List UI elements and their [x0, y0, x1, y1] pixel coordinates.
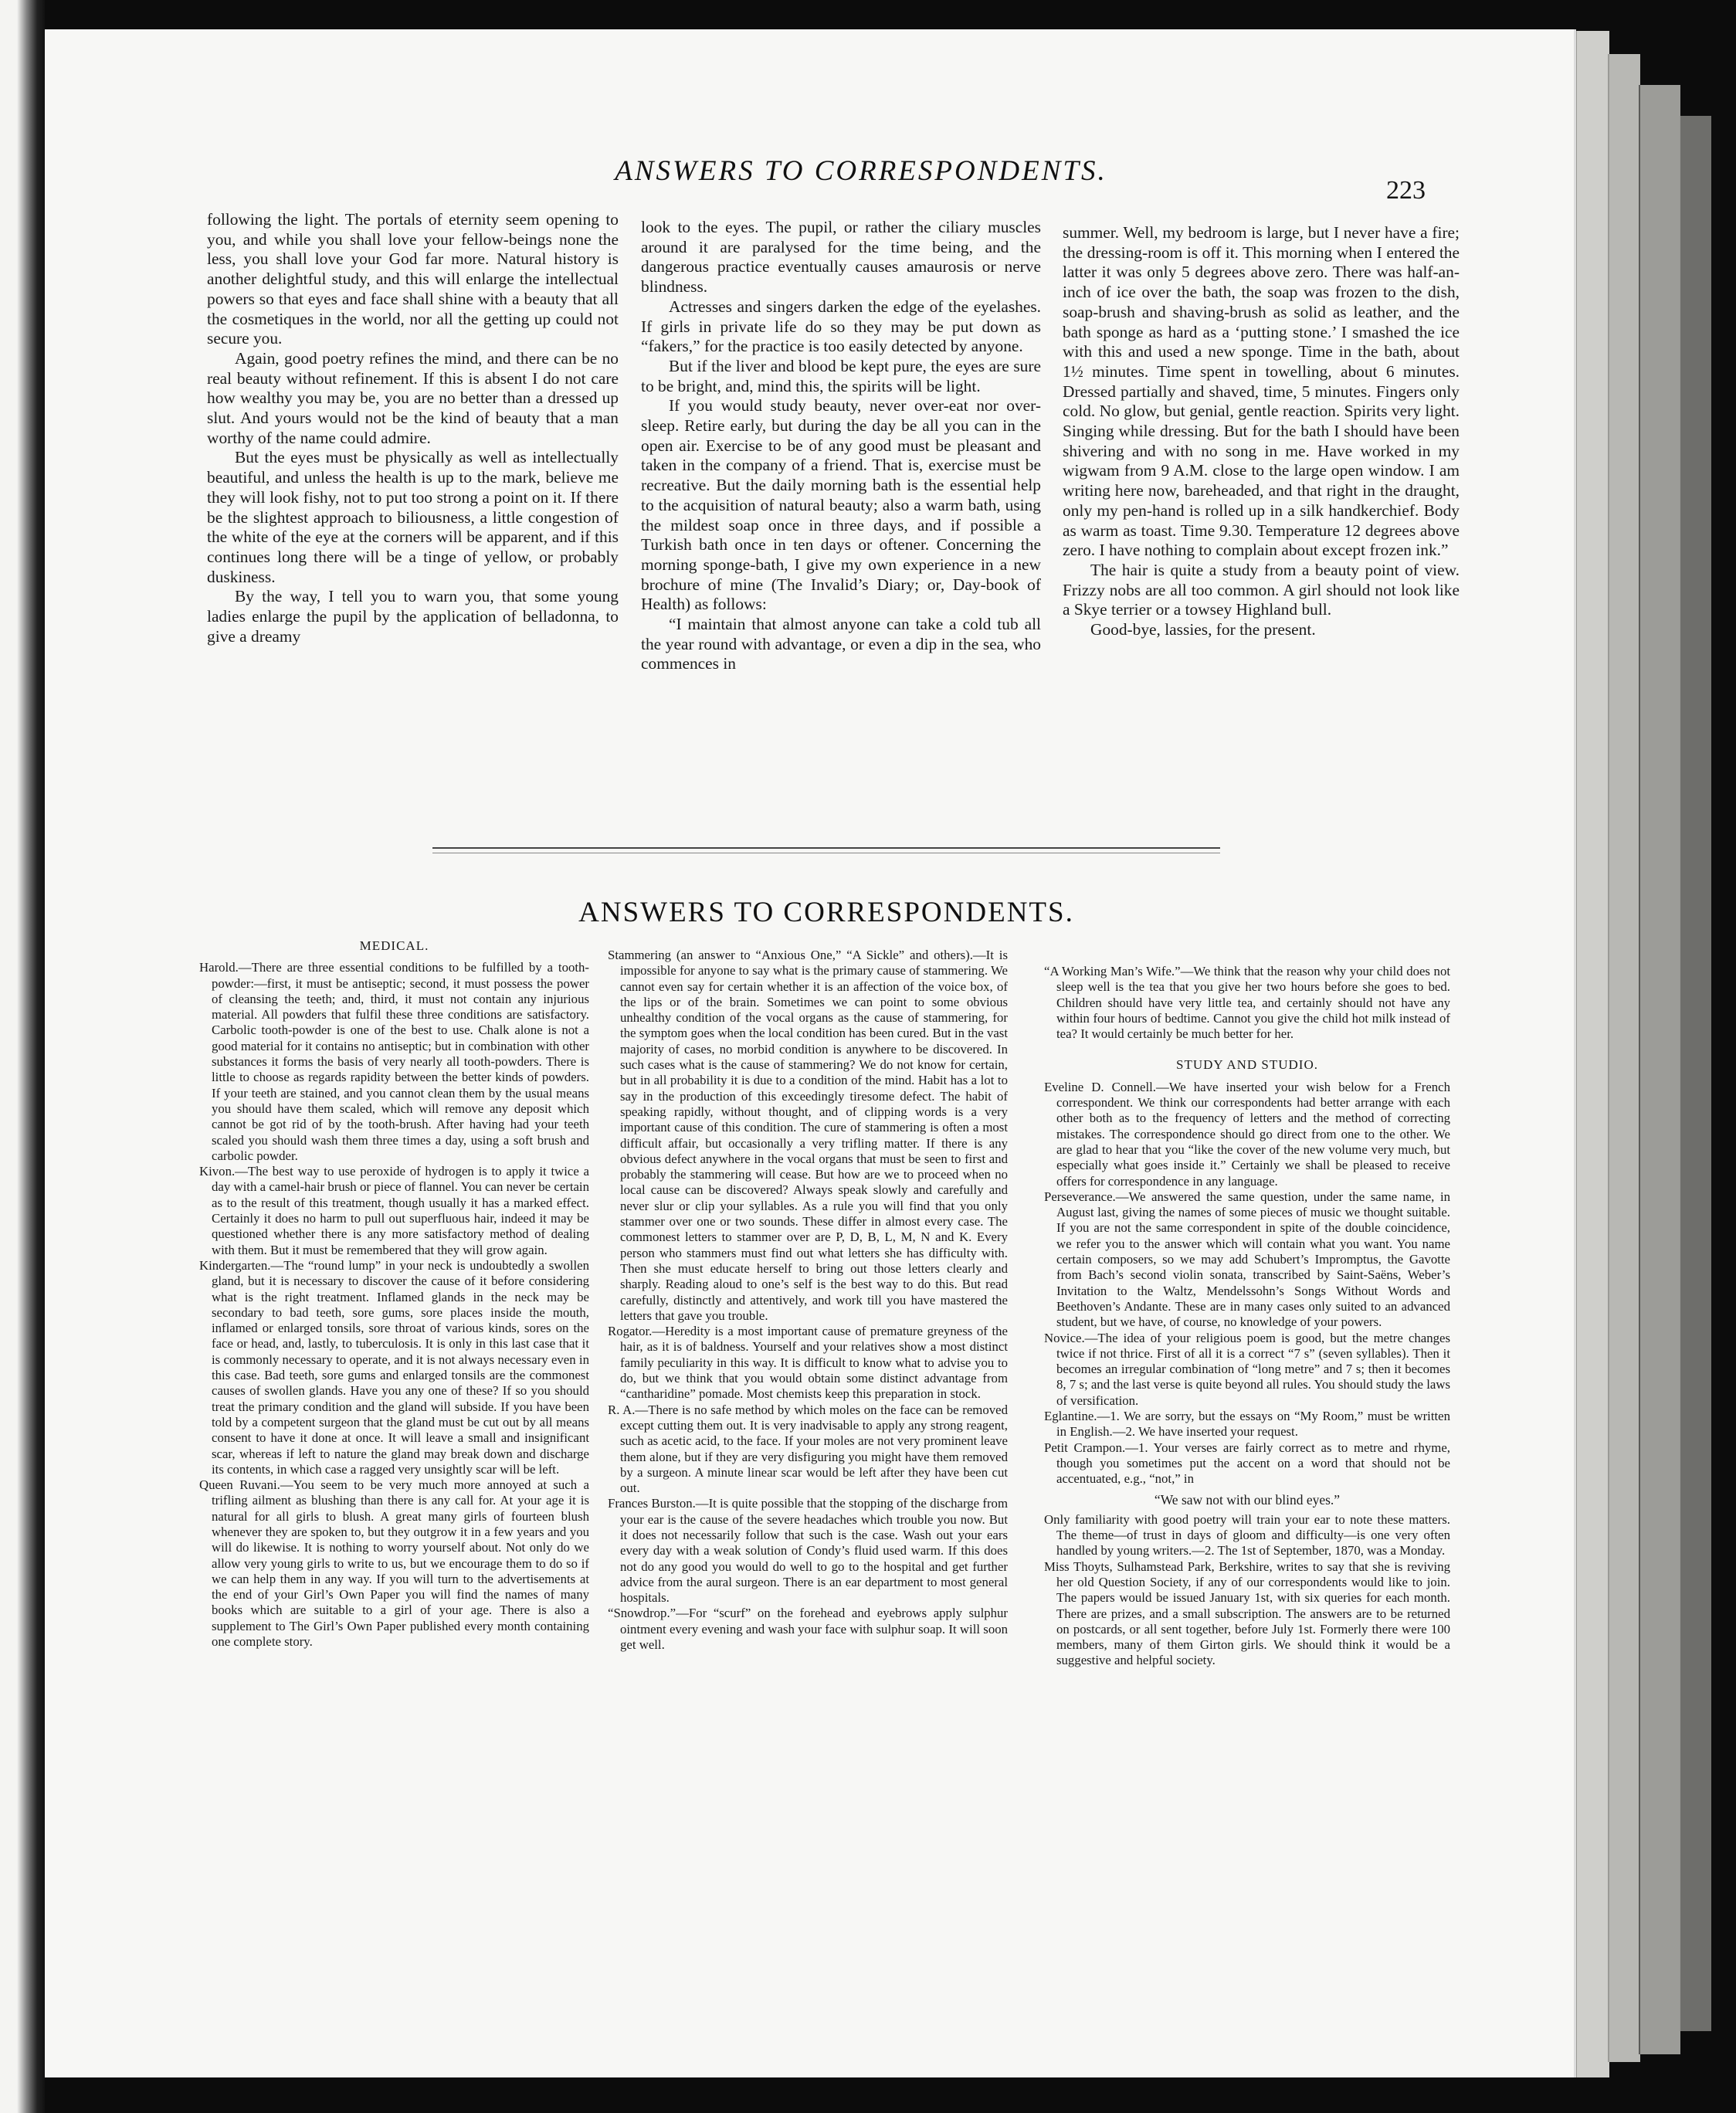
answer-item: Rogator.—Heredity is a most important cause of premature greyness of the hair, as it is of baldness. Yourself and your relatives show a most distinct family peculiarity in this way. It is difficult to know what to advise you to do, but we think that you would obtain some distinct advantage from “cantharidine” pomade. Most chemists keep this preparation in stock.: [608, 1324, 1008, 1402]
answer-item: Frances Burston.—It is quite possible that the stopping of the discharge from your ear is the cause of the severe headaches which trouble you now. But it does not necessarily follow that such is the case. Wash out your ears every day with a weak solution of Condy’s fluid used warm. If this does not do any good you would do well to go to the hospital and get further advice from the aural surgeon. There is an ear department to most general hospitals.: [608, 1496, 1008, 1606]
paragraph: But if the liver and blood be kept pure, the eyes are sure to be bright, and, mind this, the spirits will be light.: [641, 356, 1041, 395]
answers-column-1: [199, 938, 589, 1650]
answer-item: Perseverance.—We answered the same question, under the same name, in August last, giving the names of some pieces of music we thought suitable. If you are not the same correspondent in spite of the double coincidence, we refer you to the answer which will contain what you want. You name certain composers, so we may add Schubert’s Impromptus, the Gavotte from Bach’s second violin sonata, transcribed by Saint-Saëns, Weber’s Invitation to the Waltz, Mendelssohn’s Songs Without Words and Beethoven’s Andante. These are in many cases only suited to an advanced student, but we have, of course, no knowledge of your powers.: [1044, 1189, 1450, 1330]
answer-item: Novice.—The idea of your religious poem is good, but the metre changes twice if not thrice. First of all it is a correct “7 s” (seven syllables). Then it becomes an irregular combination of “long metre” and 7 s; then it becomes 8, 7 s; and the last verse is quite beyond all rules. You should study the laws of versification.: [1044, 1330, 1450, 1408]
answer-item: Only familiarity with good poetry will train your ear to note these matters. The theme—of trust in days of gloom and difficulty—is one very often handled by young writers.—2. The 1st of September, 1870, was a Monday.: [1044, 1511, 1450, 1558]
paragraph: If you would study beauty, never over-eat nor over-sleep. Retire early, but during the day be all you can in the open air. Exercise to be of any good must be pleasant and taken in the company of a friend. That is, exercise must be recreative. But the daily morning bath is the essential help to the acquisition of natural beauty; also a warm bath, using the mildest soap once in three days, and if possible a Turkish bath once in ten days or oftener. Concerning the morning sponge-bath, I give my own experience in a new brochure of mine (The Invalid’s Diary; or, Day-book of Health) as follows:: [641, 396, 1041, 614]
page-edge: [1608, 54, 1640, 2062]
answers-column-2: [608, 948, 1008, 1653]
article-column-3: [1063, 223, 1460, 640]
paragraph: But the eyes must be physically as well as intellectually beautiful, and unless the health is up to the mark, believe me they will look fishy, not to put too strong a point on it. If there be the slightest approach to biliousness, a little congestion of the white of the eye at the corners will be apparent, and if this continues long there will be a tinge of yellow, or probably duskiness.: [207, 448, 619, 586]
answer-item: Kivon.—The best way to use peroxide of hydrogen is to apply it twice a day with a camel-hair brush or piece of flannel. You can never be certain as to the result of this treatment, though usually it has a marked effect. Certainly it does no harm to pull out superfluous hair, indeed it may be questioned whether there is any more satisfactory method of dealing with them. But it must be remembered that they will grow again.: [199, 1164, 589, 1257]
running-header: ANSWERS TO CORRESPONDENTS.: [615, 155, 1107, 187]
paragraph: Again, good poetry refines the mind, and there can be no real beauty without refinement. If this is absent I do not care how wealthy you may be, you are no better than a dressed up slut. And yours would not be the kind of beauty that a man worthy of the name could admire.: [207, 348, 619, 447]
answer-item: R. A.—There is no safe method by which moles on the face can be removed except cutting them out. It is very inadvisable to apply any strong reagent, such as acetic acid, to the face. If your moles are not very prominent leave them alone, but if they are very disfiguring you might have them removed by a surgeon. A minute linear scar would be left after they have been cut out.: [608, 1402, 1008, 1496]
answers-column-3: [1044, 964, 1450, 1669]
quoted-line: “We saw not with our blind eyes.”: [1154, 1491, 1341, 1508]
page-edge: [1639, 85, 1680, 2054]
paragraph: look to the eyes. The pupil, or rather the ciliary muscles around it are paralysed for the time being, and the dangerous practice eventually causes amaurosis or nerve blindness.: [641, 218, 1041, 297]
page-edge: [1575, 31, 1609, 2077]
paragraph: Actresses and singers darken the edge of the eyelashes. If girls in private life do so they may be put down as “fakers,” for the practice is too easily detected by anyone.: [641, 297, 1041, 356]
answer-item: Petit Crampon.—1. Your verses are fairly correct as to metre and rhyme, though you sometimes put the accent on a word that should not be accentuated, e.g., “not,” in: [1044, 1440, 1450, 1487]
answer-item: “A Working Man’s Wife.”—We think that the reason why your child does not sleep well is the tea that you give her two hours before she goes to bed. Children should have very little tea, and certainly should not have any within four hours of bedtime. Cannot you give the child hot milk instead of tea? It would certainly be much better for her.: [1044, 964, 1450, 1042]
paragraph: following the light. The portals of eternity seem opening to you, and while you shall love your fellow-beings none the less, you shall love your God far more. Natural history is another delightful study, and this will enlarge the intellectual powers so that eyes and face shall shine with a beauty that all the cosmetiques in the world, nor all the getting up could not secure you.: [207, 210, 619, 348]
section-divider: [432, 847, 1220, 853]
answer-item: Eveline D. Connell.—We have inserted your wish below for a French correspondent. We think our correspondents had better arrange with each other both as to the frequency of letters and the method of correcting mistakes. The correspondence should go direct from one to the other. We are glad to hear that you “like the cover of the new volume very much, but especially what goes inside it.” Certainly we shall be pleased to receive offers for correspondence in any language.: [1044, 1079, 1450, 1189]
study-heading: STUDY AND STUDIO.: [1175, 1057, 1318, 1073]
page-edge: [1679, 116, 1711, 2031]
paragraph: summer. Well, my bedroom is large, but I never have a fire; the dressing-room is off it. This morning when I entered the latter it was only 5 degrees above zero. There was half-an-inch of ice over the bath, the soap was frozen to the dish, soap-brush and shaving-brush as solid as leather, and the bath sponge as hard as a ‘putting stone.’ I smashed the ice with this and used a new sponge. Time in the bath, about 1½ minutes. Time spent in towelling, about 6 minutes. Dressed partially and shaved, time, 5 minutes. Fingers only cold. No glow, but genial, gentle reaction. Spirits very light. Singing while dressing. But for the bath I should have been shivering and with no song in me. Have worked in my wigwam from 9 A.M. close to the large open window. I am writing here now, bareheaded, and that right in the draught, only my pen-hand is rolled up in a silk handkerchief. Body as warm as toast. Time 9.30. Temperature 12 degrees above zero. I have nothing to complain about except frozen ink.”: [1063, 223, 1460, 560]
answer-item: Queen Ruvani.—You seem to be very much more annoyed at such a trifling ailment as blushing than there is any call for. At your age it is natural for all girls to blush. A great many girls of fourteen blush whenever they are spoken to, but they outgrow it in a few years and you will do likewise. It is nothing to worry yourself about. Not only do we allow very young girls to write to us, but we encourage them to do so if we can help them in any way. If you will turn to the advertisements at the end of your Girl’s Own Paper you will find the names of many books which are suitable to a girl of your age. There is also a supplement to The Girl’s Own Paper published every month containing one complete story.: [199, 1477, 589, 1650]
binding-gutter: [0, 0, 45, 2113]
answer-item: “Snowdrop.”—For “scurf” on the forehead and eyebrows apply sulphur ointment every evening and wash your face with sulphur soap. It will soon get well.: [608, 1606, 1008, 1653]
answer-item: Miss Thoyts, Sulhamstead Park, Berkshire, writes to say that she is reviving her old Question Society, if any of our correspondents would like to join. The papers would be issued January 1st, with six queries for each month. There are prizes, and a small subscription. The answers are to be returned on postcards, or all sent together, before July 1st. Formerly there were 100 members, many of them Girton girls. We should think it would be a suggestive and helpful society.: [1044, 1558, 1450, 1668]
paragraph: “I maintain that almost anyone can take a cold tub all the year round with advantage, or even a dip in the sea, who commences in: [641, 615, 1041, 673]
paragraph: The hair is quite a study from a beauty point of view. Frizzy nobs are all too common. A girl should not look like a Skye terrier or a towsey Highland bull.: [1063, 560, 1460, 619]
paragraph: Good-bye, lassies, for the present.: [1090, 620, 1316, 639]
answer-item: Stammering (an answer to “Anxious One,” “A Sickle” and others).—It is impossible for anyone to say what is the primary cause of stammering. We cannot even say for certain whether it is an affection of the voice box, of the lips or of the brain. Sometimes we can point to some obvious unhealthy condition of the vocal organs as the cause of stammering, for the symptom goes when the local condition has been cured. But in the vast majority of cases, no morbid condition is anywhere to be discovered. In such cases what is the cause of stammering? We do not know for certain, but in all probability it is due to a condition of the mind. Habit has a lot to say in the production of this exceedingly tiresome defect. The habit of speaking rapidly, without thought, and of clipping words is a very important cause of this condition. The cure of stammering is often a most difficult affair, but occasionally a very trifling matter. If there is any obvious defect anywhere in the vocal organs that must be seen to first and probably the stammering will cease. But how are we to proceed when no local cause can be discovered? Always speak slowly and carefully and never slur or clip your syllables. As a rule you will find that you only stammer over one or two sounds. These differ in almost every case. The commonest letters to stammer over are P, D, B, L, M, N and K. Every person who stammers must find out what letters she has difficulty with. Then she must educate herself to bring out those letters clearly and sharply. Reading aloud to one’s self is the best way to do this. But read carefully, distinctly and attentively, and work till you have mastered the letters that gave you trouble.: [608, 948, 1008, 1323]
answer-item: Kindergarten.—The “round lump” in your neck is undoubtedly a swollen gland, but it is necessary to discover the cause of it before considering what is the right treatment. Inflamed glands in the neck may be secondary to bad teeth, sore gums, sore places inside the mouth, inflamed or enlarged tonsils, sore throat of various kinds, sores on the face or head, and, lastly, to tuberculosis. It is only in this last case that it is commonly necessary to operate, and it is not always necessary even in this case. Bad teeth, sore gums and enlarged tonsils are the commonest causes of swollen glands. Have you any one of these? If so you should treat the primary condition and the gland will subside. If you have been told by a competent surgeon that the gland must be cut out by all means consent to have it done at once. It will leave a small and insignificant scar, whereas if left to nature the gland may break down and discharge its contents, in which case a ragged very unsightly scar will be left.: [199, 1257, 589, 1477]
page-number: 223: [1386, 176, 1426, 205]
article-column-2: [641, 218, 1041, 674]
section-title: ANSWERS TO CORRESPONDENTS.: [578, 897, 1074, 928]
answer-item: Eglantine.—1. We are sorry, but the essays on “My Room,” must be written in English.—2. We have inserted your request.: [1044, 1409, 1450, 1440]
answer-item: Harold.—There are three essential conditions to be fulfilled by a tooth-powder:—first, it must be antiseptic; second, it must possess the power of cleansing the teeth; and, third, it must not contain any injurious material. All powders that fulfil these three conditions are satisfactory. Carbolic tooth-powder is one of the best to use. Chalk alone is not a good material for it contains no antiseptic; but in combination with other substances it forms the basis of very nearly all tooth-powders. There is little to choose as regards rapidity between the better kinds of powders. If your teeth are stained, and you cannot clean them by the usual means you should have them scaled, which will remove any deposit which cannot be got rid of by the tooth-brush. After having had your teeth scaled you should wash them three times a day, using a soft brush and carbolic powder.: [199, 960, 589, 1163]
article-column-1: [207, 210, 619, 646]
medical-heading: MEDICAL.: [359, 938, 429, 953]
paragraph: By the way, I tell you to warn you, that some young ladies enlarge the pupil by the application of belladonna, to give a dreamy: [207, 587, 619, 646]
